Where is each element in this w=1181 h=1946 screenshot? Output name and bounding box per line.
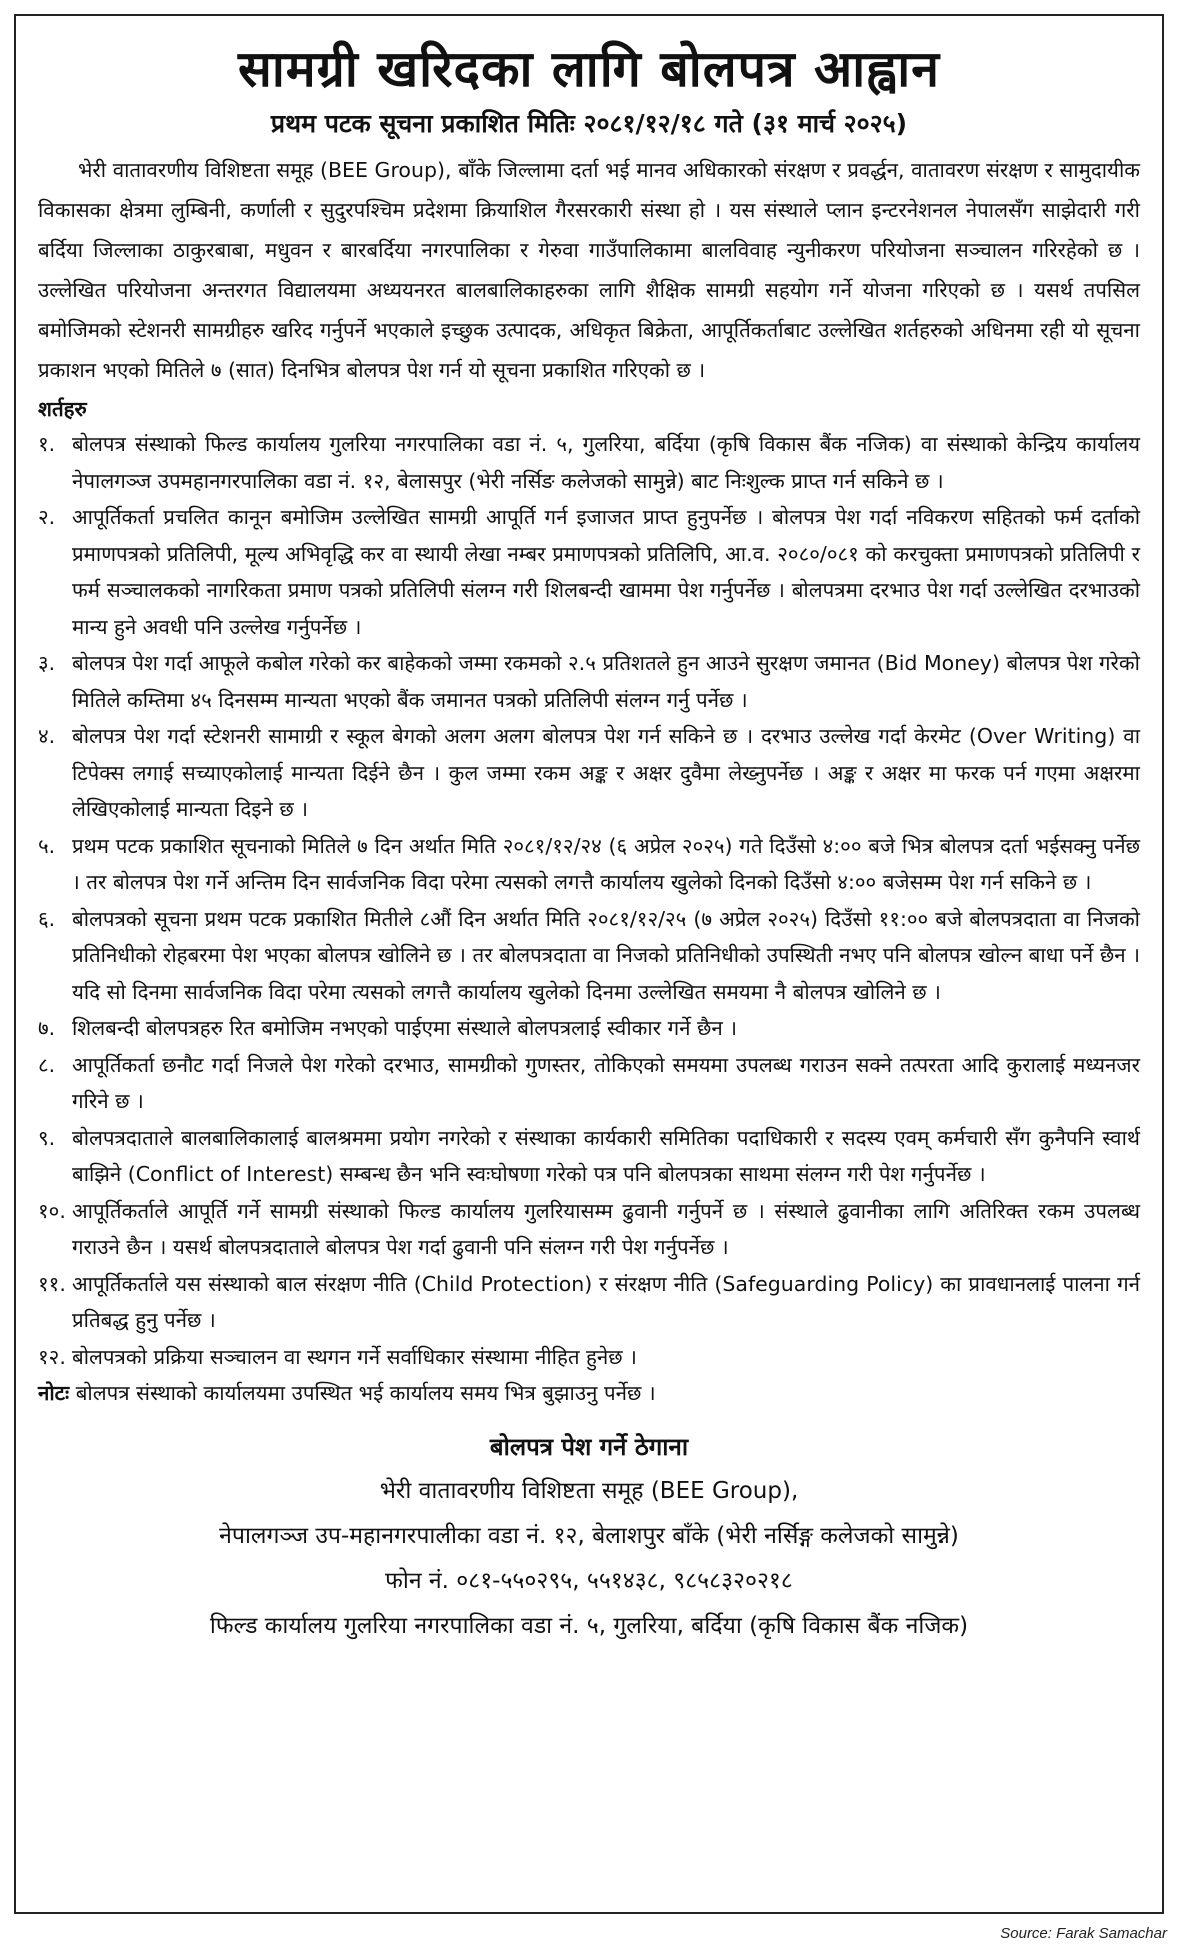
condition-text: प्रथम पटक प्रकाशित सूचनाको मितिले ७ दिन अर्थात मिति २०८१/१२/२४ (६ अप्रेल २०२५) गते दिउँसो ४:०० बजे भित्र बोलपत्र दर्ता भईसक्नु पर्नेछ । तर बोलपत्र पेश गर्ने अन्तिम दिन सार्वजनिक विदा परेमा त्यसको लगत्तै कार्यालय खुलेको दिनको दिउँसो ४:०० बजेसम्म पेश गर्न सकिने छ । [72, 833, 1140, 894]
condition-item [38, 1047, 1140, 1120]
condition-number: ७. [38, 1016, 56, 1040]
condition-item [38, 426, 1140, 499]
condition-text: आपूर्तिकर्ता छनौट गर्दा निजले पेश गरेको दरभाउ, सामग्रीको गुणस्तर, तोकिएको समयमा उपलब्ध गराउन सक्ने तत्परता आदि कुरालाई मध्यनजर गरिने छ । [72, 1052, 1140, 1113]
submission-address [38, 1425, 1140, 1649]
note-label: नोटः [38, 1381, 70, 1405]
condition-number: १२. [38, 1344, 66, 1369]
condition-item [38, 1193, 1140, 1266]
condition-text: आपूर्तिकर्ताले यस संस्थाको बाल संरक्षण नीति (Child Protection) र संरक्षण नीति (Safeguarding Policy) का प्रावधानलाई पालना गर्न प्रतिबद्ध हुनु पर्नेछ । [72, 1271, 1140, 1332]
condition-number: ६. [38, 906, 56, 931]
condition-number: ५. [38, 833, 56, 858]
condition-number: १. [38, 432, 56, 456]
condition-text: बोलपत्रदाताले बालबालिकालाई बालश्रममा प्रयोग नगरेको र संस्थाका कार्यकारी समितिका पदाधिकारी र सदस्य एवम् कर्मचारी सँग कुनैपनि स्वार्थ बाझिने (Conflict of Interest) सम्बन्ध छैन भनि स्वःघोषणा गरेको पत्र पनि बोलपत्रका साथमा संलग्न गरी पेश गर्नुपर्नेछ । [72, 1125, 1140, 1186]
address-location: नेपालगञ्ज उप-महानगरपालीका वडा नं. १२, बेलाशपुर बाँके (भेरी नर्सिङ्ग कलेजको सामुन्ने) [219, 1523, 959, 1549]
address-heading: बोलपत्र पेश गर्ने ठेगाना [489, 1433, 689, 1461]
condition-item [38, 901, 1140, 1011]
condition-item [38, 828, 1140, 901]
publication-date: प्रथम पटक सूचना प्रकाशित मितिः २०८१/१२/१८ गते (३१ मार्च २०२५) [270, 109, 908, 138]
condition-number: ९. [38, 1125, 56, 1150]
notice-frame [14, 14, 1164, 1914]
condition-number: ४. [38, 724, 56, 748]
intro-paragraph: भेरी वातावरणीय विशिष्टता समूह (BEE Group), बाँके जिल्लामा दर्ता भई मानव अधिकारको संरक्षण र प्रवर्द्धन, वातावरण संरक्षण र सामुदायीक विकासका क्षेत्रमा लुम्बिनी, कर्णाली र सुदुरपश्चिम प्रदेशमा क्रियाशिल गैरसरकारी संस्था हो । यस संस्थाले प्लान इन्टरनेशनल नेपालसँग साझेदारी गरी बर्दिया जिल्लाका ठाकुरबाबा, मधुवन र बारबर्दिया नगरपालिका र गेरुवा गाउँपालिकामा बालविवाह न्युनीकरण परियोजना सञ्चालन गरिरहेको छ । उल्लेखित परियोजना अन्तरगत विद्यालयमा अध्ययनरत बालबालिकाहरुका लागि शैक्षिक सामग्री सहयोग गर्ने योजना गरिएको छ । यसर्थ तपसिल बमोजिमको स्टेशनरी सामग्रीहरु खरिद गर्नुपर्ने भएकाले इच्छुक उत्पादक, अधिकृत बिक्रेता, आपूर्तिकर्ताबाट उल्लेखित शर्तहरुको अधिनमा रही यो सूचना प्रकाशन भएको मितिले ७ (सात) दिनभित्र बोलपत्र पेश गर्न यो सूचना प्रकाशित गरिएको छ । [38, 158, 1140, 382]
source-credit: Source: Farak Samachar [1000, 1925, 1167, 1942]
condition-item [38, 499, 1140, 645]
condition-text: आपूर्तिकर्ताले आपूर्ति गर्ने सामग्री संस्थाको फिल्ड कार्यालय गुलरियासम्म ढुवानी गर्नुपर्ने छ । संस्थाले ढुवानीका लागि अतिरिक्त रकम उपलब्ध गराउने छैन । यसर्थ बोलपत्रदाताले बोलपत्र पेश गर्दा ढुवानी पनि संलग्न गरी पेश गर्नुपर्नेछ । [72, 1198, 1140, 1259]
address-organization: भेरी वातावरणीय विशिष्टता समूह (BEE Group), [379, 1478, 799, 1504]
condition-text: आपूर्तिकर्ता प्रचलित कानून बमोजिम उल्लेखित सामग्री आपूर्ति गर्न इजाजत प्राप्त हुनुपर्नेछ । बोलपत्र पेश गर्दा नविकरण सहितको फर्म दर्ताको प्रमाणपत्रको प्रतिलिपी, मूल्य अभिवृद्धि कर वा स्थायी लेखा नम्बर प्रमाणपत्रको प्रतिलिपि, आ.व. २०८०/०८१ को करचुक्ता प्रमाणपत्रको प्रतिलिपी र फर्म सञ्चालकको नागरिकता प्रमाण पत्रको प्रतिलिपी संलग्न गरी शिलबन्दी खाममा पेश गर्नुपर्नेछ । बोलपत्रमा दरभाउ पेश गर्दा उल्लेखित दरभाउको मान्य हुने अवधी पनि उल्लेख गर्नुपर्नेछ । [72, 505, 1140, 639]
notice-title: सामग्री खरिदका लागि बोलपत्र आह्वान [238, 40, 940, 98]
conditions-list [38, 426, 1140, 1375]
condition-text: बोलपत्र पेश गर्दा स्टेशनरी सामाग्री र स्कूल बेगको अलग अलग बोलपत्र पेश गर्न सकिने छ । दरभाउ उल्लेख गर्दा केरमेट (Over Writing) वा टिपेक्स लगाई सच्याएकोलाई मान्यता दिईने छैन । कुल जम्मा रकम अङ्क र अक्षर दुवैमा लेख्नुपर्नेछ । अङ्क र अक्षर मा फरक पर्न गएमा अक्षरमा लेखिएकोलाई मान्यता दिइने छ । [72, 724, 1140, 821]
condition-item [38, 645, 1140, 718]
condition-number: १०. [38, 1198, 66, 1223]
condition-text: बोलपत्रको सूचना प्रथम पटक प्रकाशित मितीले ८औं दिन अर्थात मिति २०८१/१२/२५ (७ अप्रेल २०२५) दिउँसो ११:०० बजे बोलपत्रदाता वा निजको प्रतिनिधीको रोहबरमा पेश भएका बोलपत्र खोलिने छ । तर बोलपत्रदाता वा निजको प्रतिनिधीको उपस्थिती नभए पनि बोलपत्र खोल्न बाधा पर्ने छैन । यदि सो दिनमा सार्वजनिक विदा परेमा त्यसको लगत्तै कार्यालय खुलेको दिनमा उल्लेखित समयमा नै बोलपत्र खोलिने छ । [72, 906, 1140, 1004]
conditions-heading: शर्तहरु [38, 397, 87, 421]
address-phone: फोन नं. ०८१-५५०२९५, ५५१४३८, ९८५८३२०२१८ [385, 1568, 793, 1594]
address-field-office: फिल्ड कार्यालय गुलरिया नगरपालिका वडा नं. ५, गुलरिया, बर्दिया (कृषि विकास बैंक नजिक) [209, 1613, 969, 1639]
condition-number: ८. [38, 1052, 56, 1077]
condition-item [38, 718, 1140, 828]
condition-text: शिलबन्दी बोलपत्रहरु रित बमोजिम नभएको पाईएमा संस्थाले बोलपत्रलाई स्वीकार गर्ने छैन । [72, 1016, 738, 1040]
condition-text: बोलपत्र संस्थाको फिल्ड कार्यालय गुलरिया नगरपालिका वडा नं. ५, गुलरिया, बर्दिया (कृषि विकास बैंक नजिक) वा संस्थाको केन्द्रिय कार्यालय नेपालगञ्ज उपमहानगरपालिका वडा नं. १२, बेलासपुर (भेरी नर्सिङ कलेजको सामुन्ने) बाट निःशुल्क प्राप्त गर्न सकिने छ । [72, 432, 1140, 493]
condition-number: ३. [38, 651, 56, 675]
note-text: बोलपत्र संस्थाको कार्यालयमा उपस्थित भई कार्यालय समय भित्र बुझाउनु पर्नेछ । [75, 1381, 656, 1405]
condition-text: बोलपत्रको प्रक्रिया सञ्चालन वा स्थगन गर्ने सर्वाधिकार संस्थामा नीहित हुनेछ । [72, 1344, 637, 1369]
condition-number: २. [38, 505, 56, 529]
condition-item [38, 1266, 1140, 1339]
condition-number: ११. [38, 1271, 66, 1296]
condition-item [38, 1120, 1140, 1193]
condition-item [38, 1339, 1140, 1376]
condition-text: बोलपत्र पेश गर्दा आफूले कबोल गरेको कर बाहेकको जम्मा रकमको २.५ प्रतिशतले हुन आउने सुरक्षण जमानत (Bid Money) बोलपत्र पेश गरेको मितिले कम्तिमा ४५ दिनसम्म मान्यता भएको बैंक जमानत पत्रको प्रतिलिपी संलग्न गर्नु पर्नेछ । [72, 651, 1140, 712]
condition-item [38, 1010, 1140, 1047]
note [38, 1375, 1140, 1411]
